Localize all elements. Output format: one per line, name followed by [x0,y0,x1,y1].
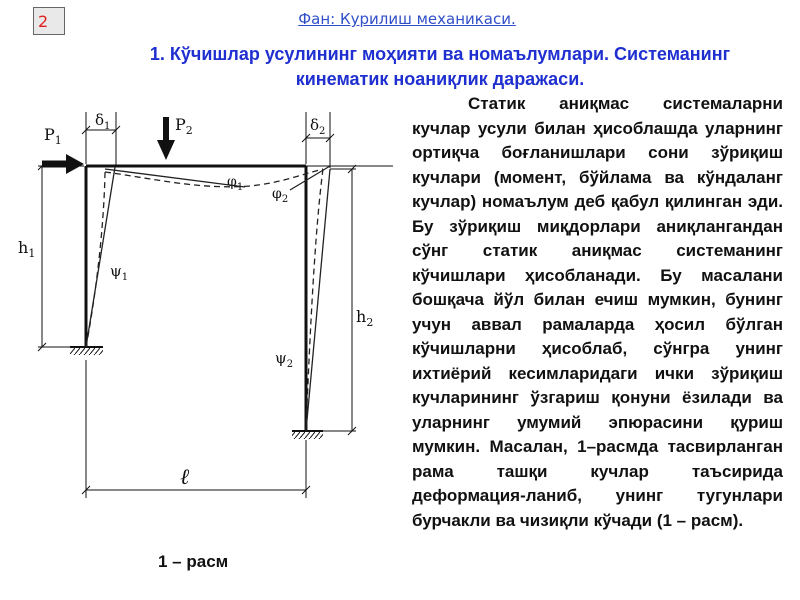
label-h2: $h_2$ [356,307,374,329]
label-psi2: $\psi_2$ [275,349,294,370]
h2-dimension [320,165,356,435]
label-phi1: $\varphi_1$ [227,174,244,193]
subject-header: Фан: Курилиш механикаси. [298,10,516,28]
title-line-1: 1. Кўчишлар усулининг моҳияти ва номаълумлари. Системанинг [149,44,731,64]
label-phi2: $\varphi_2$ [272,186,289,205]
left-fixed-support [70,347,103,355]
title-line-2: кинематик ноаниқлик даражаси. [295,69,585,89]
deformed-shape [86,166,330,431]
label-span: ℓ [180,465,190,490]
figure-caption: 1 – расм [158,552,229,571]
h1-dimension [38,162,84,351]
label-delta1: $\delta_1$ [95,111,111,132]
label-p1: $P_1$ [44,125,62,147]
label-psi1: $\psi_1$ [110,262,129,283]
page-number: 2 [33,7,65,35]
label-delta2: $\delta_2$ [310,116,326,137]
label-p2: $P_2$ [175,115,193,137]
undeformed-frame [86,166,306,431]
right-fixed-support [292,431,323,439]
label-h1: $h_1$ [18,238,36,260]
span-dimension [82,360,310,498]
load-p2-arrow [157,117,175,160]
body-paragraph: Статик аниқмас системаларни кучлар усули билан ҳисоблашда уларнинг ортиқча боғланишлари сони зўриқиш кучлари (момент, бўйлама ва кўндаланг кучлар) номаълум деб қабул қилинган эди. Бу зўриқиш миқдорлари аниқлангандан сўнг статик аниқмас системанинг кўчишлари ҳисобланади. Бу масалани бошқача йўл билан ечиш мумкин, бунинг учун аввал рамаларда ҳосил бўлган кўчишларни ҳисоблаб, сўнгра унинг ихтиёрий кесимларидаги ички зўриқиш кучларининг ўзгариш қонуни ёзилади ва уларнинг умумий эпюрасини қуриш мумкин. Масалан, 1–расмда тасвирланган рама ташқи кучлар таъсирида деформация-ланиб, унинг тугунлари бурчакли ва чизиқли кўчади (1 – расм). [412,94,783,530]
load-p1-arrow [42,154,84,174]
